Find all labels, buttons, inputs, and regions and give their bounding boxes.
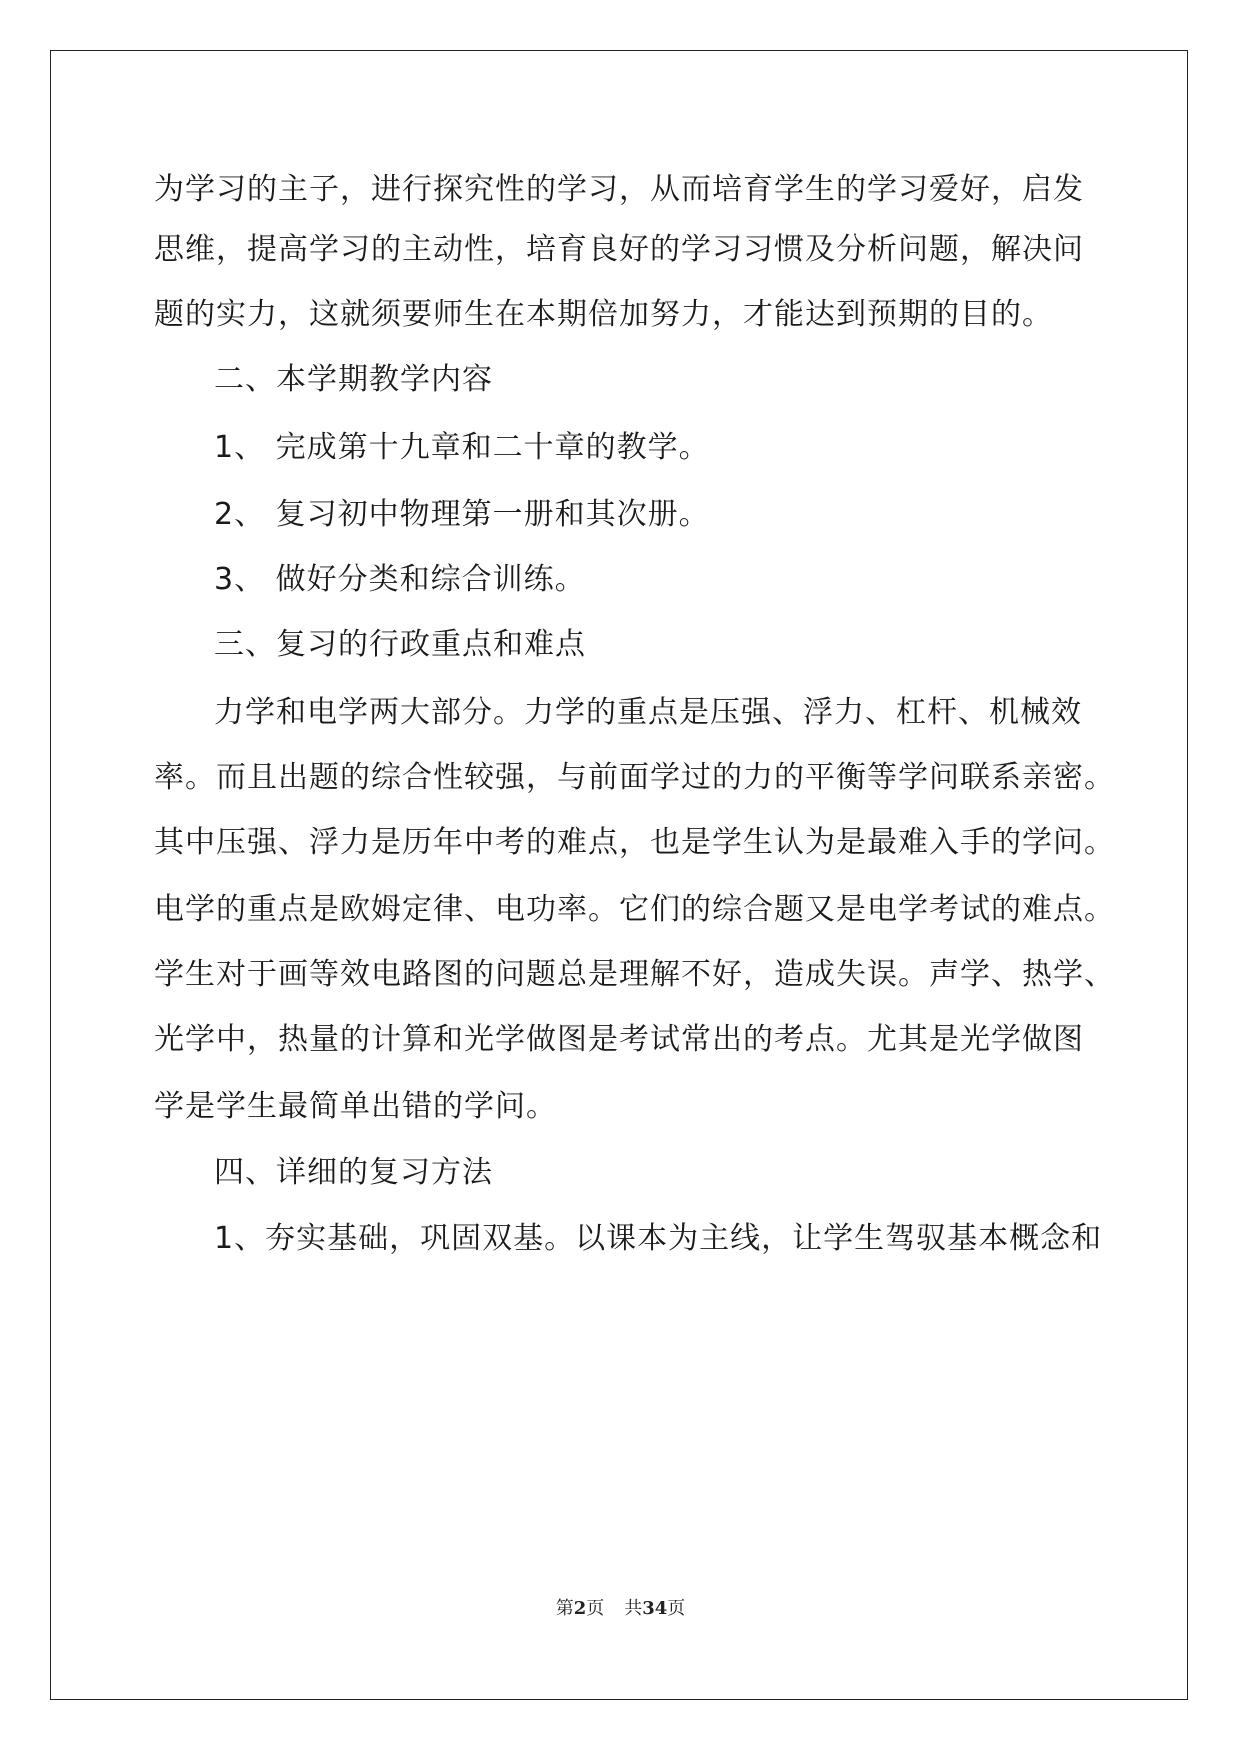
page-prefix: 第 (555, 1598, 574, 1619)
paragraph-line: 1、夯实基础，巩固双基。以课本为主线，让学生驾驭基本概念和 (214, 1221, 1103, 1256)
list-item: 1、 完成第十九章和二十章的教学。 (214, 430, 710, 465)
paragraph-line: 学是学生最简单出错的学问。 (154, 1089, 557, 1124)
list-item: 3、 做好分类和综合训练。 (214, 562, 586, 597)
section-heading: 四、详细的复习方法 (214, 1155, 493, 1190)
paragraph-line: 题的实力，这就须要师生在本期倍加努力，才能达到预期的目的。 (154, 297, 1053, 332)
section-heading: 三、复习的行政重点和难点 (214, 627, 586, 662)
page-suffix: 页 (586, 1598, 605, 1619)
paragraph-line: 为学习的主子，进行探究性的学习，从而培育学生的学习爱好，启发 (154, 172, 1084, 207)
paragraph-line: 思维，提高学习的主动性，培育良好的学习习惯及分析问题，解决问 (154, 232, 1084, 267)
paragraph-line: 学生对于画等效电路图的问题总是理解不好，造成失误。声学、热学、 (154, 957, 1115, 992)
page-number: 2 (573, 1598, 587, 1619)
total-pages: 34 (642, 1598, 668, 1619)
paragraph-line: 率。而且出题的综合性较强，与前面学过的力的平衡等学问联系亲密。 (154, 760, 1115, 795)
page-footer (0, 1597, 1241, 1621)
paragraph-line: 其中压强、浮力是历年中考的难点，也是学生认为是最难入手的学问。 (154, 825, 1115, 860)
total-prefix: 共 (624, 1598, 643, 1619)
list-item: 2、 复习初中物理第一册和其次册。 (214, 497, 710, 532)
paragraph-line: 电学的重点是欧姆定律、电功率。它们的综合题又是电学考试的难点。 (154, 892, 1115, 927)
paragraph-line: 光学中，热量的计算和光学做图是考试常出的考点。尤其是光学做图 (154, 1022, 1084, 1057)
section-heading: 二、本学期教学内容 (214, 362, 493, 397)
paragraph-line: 力学和电学两大部分。力学的重点是压强、浮力、杠杆、机械效 (214, 695, 1082, 730)
total-suffix: 页 (667, 1598, 686, 1619)
